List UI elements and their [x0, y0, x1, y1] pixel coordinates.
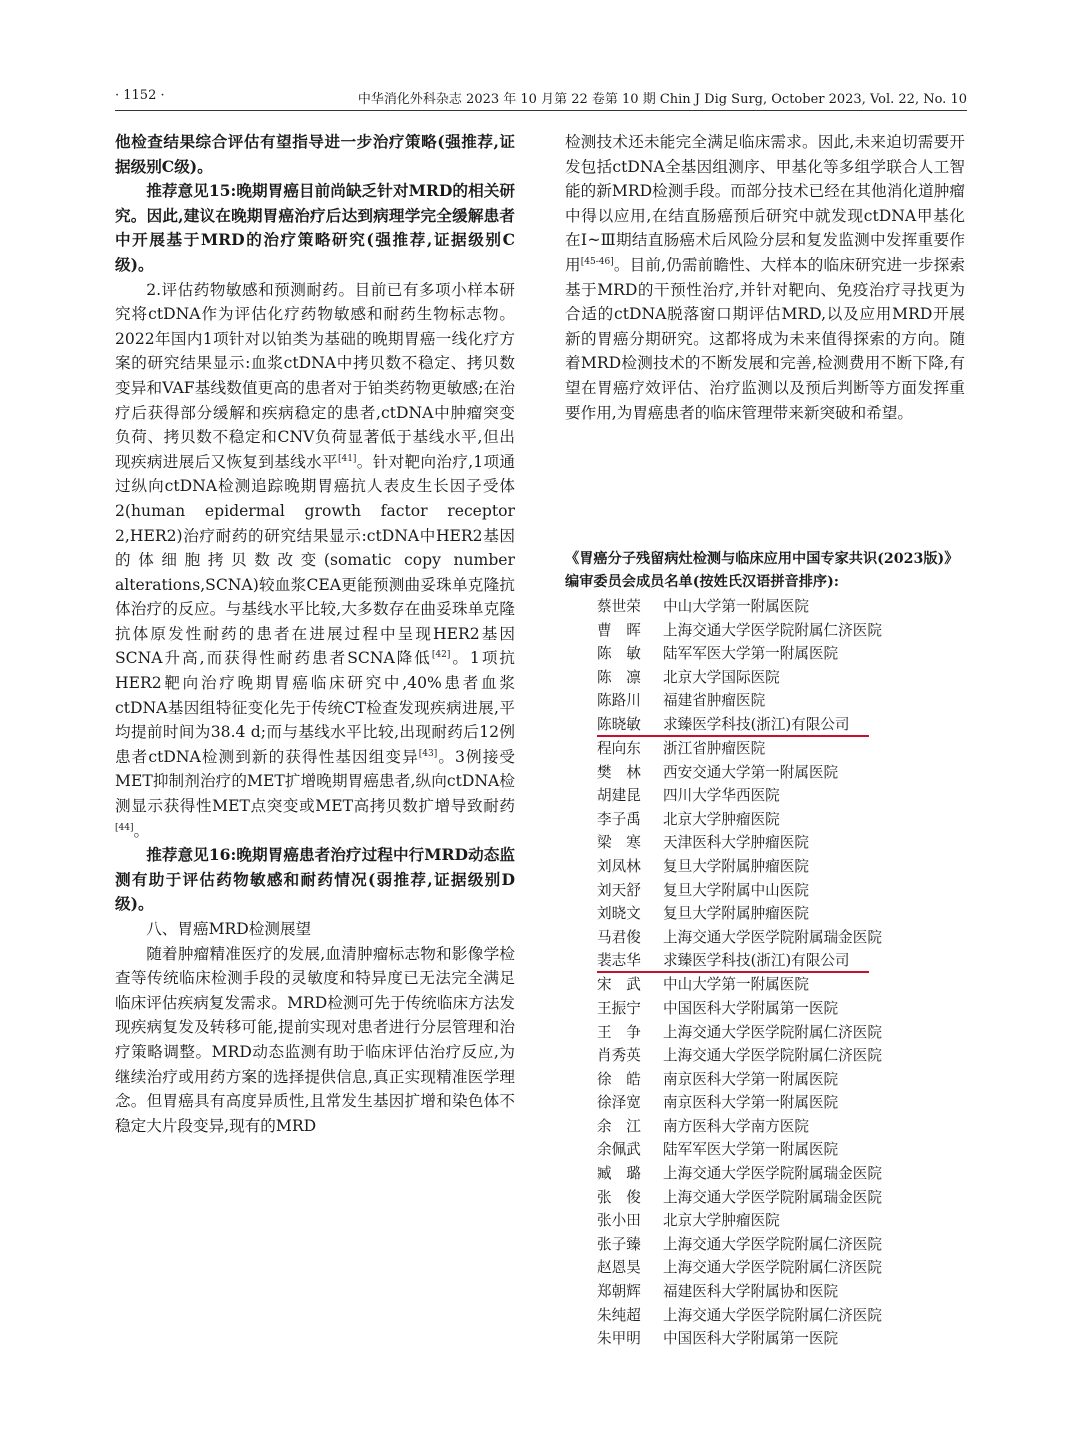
- member-name: 刘天舒: [597, 881, 641, 899]
- member-institution: 上海交通大学医学院附属瑞金医院: [663, 928, 882, 946]
- reference-44: [44]: [115, 822, 134, 833]
- member-name: 陈路川: [597, 692, 641, 710]
- member-institution: 浙江省肿瘤医院: [663, 739, 766, 757]
- member-row: [597, 879, 967, 903]
- member-row: [597, 1233, 967, 1257]
- page-number: · 1152 ·: [115, 88, 165, 103]
- member-name: 梁 寒: [597, 834, 641, 852]
- member-name: 樊 林: [597, 763, 641, 781]
- member-name: 胡建昆: [597, 787, 641, 805]
- paragraph-outlook-continued: [565, 130, 965, 425]
- member-institution: 西安交通大学第一附属医院: [663, 763, 839, 781]
- member-institution: 求臻医学科技(浙江)有限公司: [663, 952, 850, 970]
- member-institution: 福建医科大学附属协和医院: [663, 1283, 839, 1301]
- member-row: [597, 1068, 967, 1092]
- member-row: [597, 831, 967, 855]
- member-institution: 北京大学肿瘤医院: [663, 1212, 780, 1230]
- member-name: 徐 皓: [597, 1070, 641, 1088]
- reference-42: [42]: [431, 650, 451, 661]
- reference-43: [43]: [418, 748, 438, 759]
- member-name: 宋 武: [597, 976, 641, 994]
- recommendation-15: 推荐意见15:晚期胃癌目前尚缺乏针对MRD的相关研究。因此,建议在晚期胃癌治疗后达到病理学完全缓解患者中开展基于MRD的治疗策略研究(强推荐,证据级别C级)。: [115, 181, 515, 274]
- member-name: 张子臻: [597, 1235, 641, 1253]
- committee-subtitle: 编审委员会成员名单(按姓氏汉语拼音排序):: [565, 574, 840, 590]
- member-row: [597, 689, 967, 713]
- member-institution: 北京大学肿瘤医院: [663, 810, 780, 828]
- paragraph-outlook: 随着肿瘤精准医疗的发展,血清肿瘤标志物和影像学检查等传统临床检测手段的灵敏度和特异度已无法完全满足临床评估疾病复发需求。MRD检测可先于传统临床方法发现疾病复发及转移可能,提前实现对患者进行分层管理和治疗策略调整。MRD动态监测有助于临床评估治疗反应,为继续治疗或用药方案的选择提供信息,真正实现精准医学理念。但胃癌具有高度异质性,且常发生基因扩增和染色体不稳定大片段变异,现有的MRD: [115, 944, 515, 1135]
- member-name: 朱甲明: [597, 1330, 641, 1348]
- member-row: [597, 642, 967, 666]
- member-name: 陈晓敏: [597, 715, 641, 733]
- member-institution: 中国医科大学附属第一医院: [663, 1330, 839, 1348]
- member-name: 余 江: [597, 1117, 641, 1135]
- member-row: [597, 1115, 967, 1139]
- member-name: 王 争: [597, 1023, 641, 1041]
- member-row: [597, 926, 967, 950]
- member-row: [597, 1044, 967, 1068]
- member-row: [597, 666, 967, 690]
- member-institution: 南京医科大学第一附属医院: [663, 1094, 839, 1112]
- paragraph-text: 。3例接受MET抑制剂治疗的MET扩增晚期胃癌患者,纵向ctDNA检测显示获得性MET点突变或MET高拷贝数扩增导致耐药: [115, 747, 515, 816]
- member-row: [597, 855, 967, 879]
- member-name: 赵恩昊: [597, 1259, 641, 1277]
- member-name: 刘凤林: [597, 857, 641, 875]
- member-row: [597, 595, 967, 619]
- left-column: [115, 130, 515, 1138]
- member-institution: 上海交通大学医学院附属仁济医院: [663, 621, 882, 639]
- member-name: 徐泽宽: [597, 1094, 641, 1112]
- member-row: [597, 737, 967, 761]
- member-institution: 复旦大学附属中山医院: [663, 881, 809, 899]
- reference-45-46: [45-46]: [580, 256, 614, 267]
- member-institution: 天津医科大学肿瘤医院: [663, 834, 809, 852]
- member-name: 朱纯超: [597, 1306, 641, 1324]
- member-institution: 上海交通大学医学院附属仁济医院: [663, 1306, 882, 1324]
- member-row: [597, 619, 967, 643]
- paragraph-text: 检测技术还未能完全满足临床需求。因此,未来迫切需要开发包括ctDNA全基因组测序、甲基化等多组学联合人工智能的新MRD检测手段。而部分技术已经在其他消化道肿瘤中得以应用,在结直肠癌预后研究中就发现ctDNA甲基化在Ⅰ~Ⅲ期结直肠癌术后风险分层和复发监测中发挥重要作用: [565, 133, 965, 274]
- member-row: [597, 1021, 967, 1045]
- member-institution: 复旦大学附属肿瘤医院: [663, 905, 809, 923]
- member-name: 蔡世荣: [597, 598, 641, 615]
- member-institution: 中国医科大学附属第一医院: [663, 999, 839, 1017]
- paragraph-drug-sensitivity: [115, 278, 515, 844]
- member-row: [597, 1304, 967, 1328]
- member-name: 马君俊: [597, 928, 641, 946]
- member-institution: 上海交通大学医学院附属瑞金医院: [663, 1188, 882, 1206]
- member-institution: 上海交通大学医学院附属仁济医院: [663, 1235, 882, 1253]
- paragraph-text: 。1项抗HER2靶向治疗晚期胃癌临床研究中,40%患者血浆ctDNA基因组特征变化先于传统CT检查发现疾病进展,平均提前时间为38.4 d;而与基线水平比较,出现耐药后12例患者ctDNA检测到新的获得性基因组变异: [115, 649, 515, 766]
- member-name: 余佩武: [597, 1141, 641, 1159]
- member-institution: 求臻医学科技(浙江)有限公司: [663, 715, 850, 733]
- member-row: [597, 1162, 967, 1186]
- paragraph-text: 。针对靶向治疗,1项通过纵向ctDNA检测追踪晚期胃癌抗人表皮生长因子受体2(human epidermal growth factor receptor 2,HER2)治疗耐药的研究结果显示:ctDNA中HER2基因的体细胞拷贝数改变(somatic copy number alterations,SCNA)较血浆CEA更能预测曲妥珠单克隆抗体治疗的反应。与基线水平比较,大多数存在曲妥珠单克隆抗体原发性耐药的患者在进展过程中呈现HER2基因SCNA升高,而获得性耐药患者SCNA降低: [115, 452, 515, 668]
- member-row: [597, 902, 967, 926]
- member-row: [597, 1256, 967, 1280]
- right-column: [565, 130, 965, 425]
- reference-41: [41]: [337, 453, 357, 464]
- member-name: 曹 晖: [597, 621, 641, 639]
- running-header: [115, 86, 967, 111]
- member-name: 臧 璐: [597, 1165, 641, 1183]
- member-institution: 南京医科大学第一附属医院: [663, 1070, 839, 1088]
- member-name: 张 俊: [597, 1188, 641, 1206]
- committee-title: 《胃癌分子残留病灶检测与临床应用中国专家共识(2023版)》: [565, 551, 959, 567]
- member-row: [597, 1186, 967, 1210]
- journal-citation: 中华消化外科杂志 2023 年 10 月第 22 卷第 10 期 Chin J Dig Surg, October 2023, Vol. 22, No. 10: [357, 92, 967, 107]
- member-institution: 上海交通大学医学院附属仁济医院: [663, 1259, 882, 1277]
- member-institution: 南方医科大学南方医院: [663, 1117, 809, 1135]
- member-row: [597, 1209, 967, 1233]
- member-row: [597, 761, 967, 785]
- member-row: [597, 1327, 967, 1351]
- member-row: [597, 997, 967, 1021]
- member-row: [597, 784, 967, 808]
- member-institution: 上海交通大学医学院附属瑞金医院: [663, 1165, 882, 1183]
- member-institution: 北京大学国际医院: [663, 668, 780, 686]
- member-institution: 中山大学第一附属医院: [663, 598, 809, 615]
- member-institution: 中山大学第一附属医院: [663, 976, 809, 994]
- paragraph-text: 2.评估药物敏感和预测耐药。目前已有多项小样本研究将ctDNA作为评估化疗药物敏感和耐药生物标志物。2022年国内1项针对以铂类为基础的晚期胃癌一线化疗方案的研究结果显示:血浆ctDNA中拷贝数不稳定、拷贝数变异和VAF基线数值更高的患者对于铂类药物更敏感;在治疗后获得部分缓解和疾病稳定的患者,ctDNA中肿瘤突变负荷、拷贝数不稳定和CNV负荷显著低于基线水平,但出现疾病进展后又恢复到基线水平: [115, 280, 515, 471]
- member-institution: 福建省肿瘤医院: [663, 692, 766, 710]
- member-row: [597, 1091, 967, 1115]
- member-name: 张小田: [597, 1212, 641, 1230]
- member-row: [597, 1138, 967, 1162]
- member-institution: 陆军军医大学第一附属医院: [663, 1141, 839, 1159]
- member-institution: 复旦大学附属肿瘤医院: [663, 857, 809, 875]
- member-name: 裴志华: [597, 952, 641, 970]
- recommendation-16: 推荐意见16:晚期胃癌患者治疗过程中行MRD动态监测有助于评估药物敏感和耐药情况(弱推荐,证据级别D级)。: [115, 845, 515, 914]
- member-institution: 上海交通大学医学院附属仁济医院: [663, 1047, 882, 1065]
- member-name: 程向东: [597, 739, 641, 757]
- section-heading-outlook: 八、胃癌MRD检测展望: [146, 920, 312, 938]
- member-row: [597, 808, 967, 832]
- member-name: 郑朝辉: [597, 1283, 641, 1301]
- member-institution: 四川大学华西医院: [663, 787, 780, 805]
- member-name: 李子禹: [597, 810, 641, 828]
- committee-members-section: [565, 548, 967, 1351]
- paragraph-recommendation-14-end: 他检查结果综合评估有望指导进一步治疗策略(强推荐,证据级别C级)。: [115, 132, 515, 176]
- member-institution: 陆军军医大学第一附属医院: [663, 645, 839, 663]
- member-row-highlighted: [597, 713, 869, 737]
- member-row-highlighted: [597, 949, 869, 973]
- member-row: [597, 1280, 967, 1304]
- member-name: 刘晓文: [597, 905, 641, 923]
- member-row: [597, 973, 967, 997]
- member-institution: 上海交通大学医学院附属仁济医院: [663, 1023, 882, 1041]
- member-name: 陈 凛: [597, 668, 641, 686]
- member-name: 王振宁: [597, 999, 641, 1017]
- paragraph-text: 。: [133, 821, 150, 840]
- member-list: [565, 595, 967, 1351]
- member-name: 肖秀英: [597, 1047, 641, 1065]
- paragraph-text: 。目前,仍需前瞻性、大样本的临床研究进一步探索基于MRD的干预性治疗,并针对靶向、免疫治疗寻找更为合适的ctDNA脱落窗口期评估MRD,以及应用MRD开展新的胃癌分期研究。这都将成为未来值得探索的方向。随着MRD检测技术的不断发展和完善,检测费用不断下降,有望在胃癌疗效评估、治疗监测以及预后判断等方面发挥重要作用,为胃癌患者的临床管理带来新突破和希望。: [565, 255, 965, 422]
- member-name: 陈 敏: [597, 645, 641, 663]
